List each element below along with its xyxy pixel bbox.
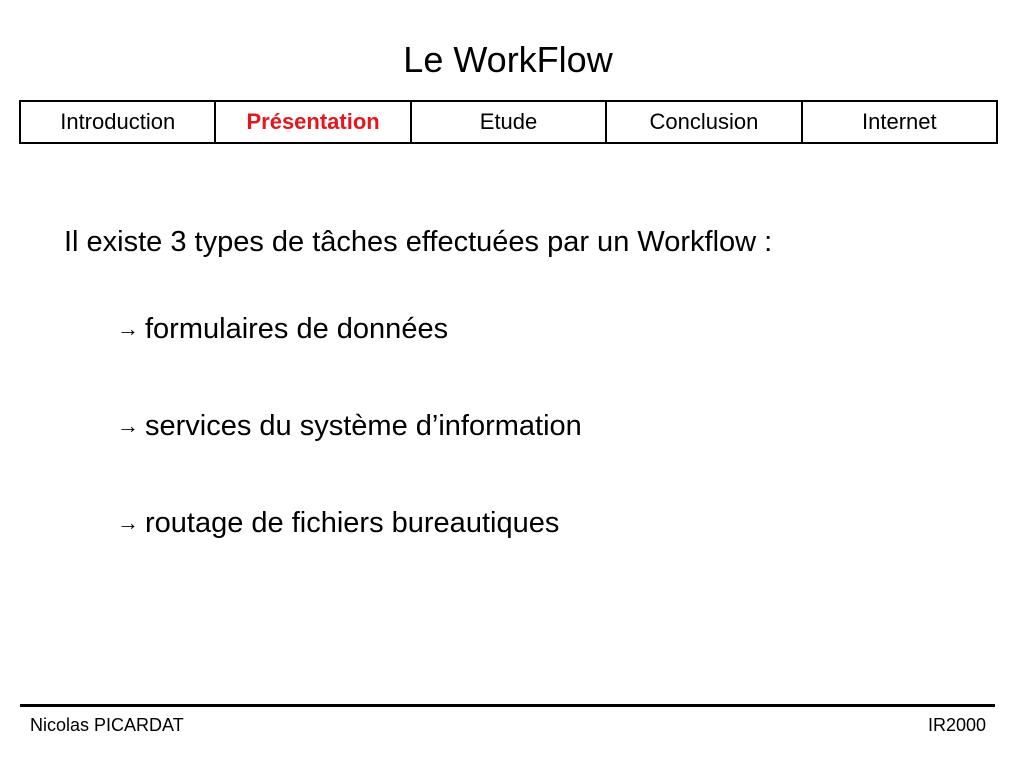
nav-item-introduction[interactable]: Introduction: [21, 102, 216, 142]
bullet-item: [117, 505, 559, 541]
footer-code: IR2000: [927, 715, 986, 735]
nav-bar: [19, 100, 998, 144]
nav-item-conclusion[interactable]: Conclusion: [607, 102, 802, 142]
footer-author: Nicolas PICARDAT: [30, 715, 184, 735]
arrow-right-icon: →: [117, 510, 139, 535]
footer-divider: [20, 704, 995, 707]
nav-item-internet[interactable]: Internet: [862, 109, 937, 134]
slide-title: Le WorkFlow: [403, 39, 613, 80]
arrow-right-icon: →: [117, 413, 139, 438]
arrow-right-icon: →: [117, 316, 139, 341]
bullet-text: formulaires de données: [145, 313, 449, 345]
nav-item-presentation[interactable]: Présentation: [216, 102, 411, 142]
bullet-text: routage de fichiers bureautiques: [145, 507, 560, 539]
intro-text: Il existe 3 types de tâches effectuées par un Workflow :: [64, 226, 773, 258]
bullet-item: [117, 311, 448, 347]
nav-item-etude[interactable]: Etude: [412, 102, 607, 142]
bullet-item: [117, 408, 582, 444]
bullet-text: services du système d’information: [145, 410, 582, 442]
